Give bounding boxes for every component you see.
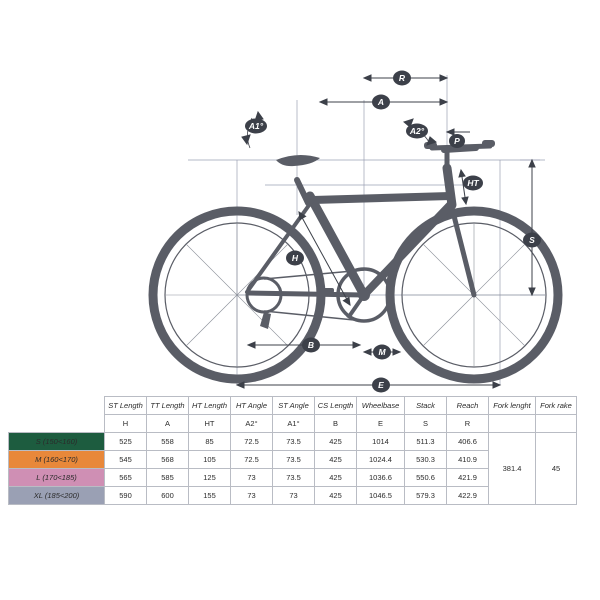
cell-l-a2: 73 [231,469,273,487]
cell-fork-rake-value: 45 [536,433,577,505]
badge-S: S [529,235,535,245]
cell-l-b: 425 [315,469,357,487]
code-a1: A1° [273,415,315,433]
cell-s-r: 406.6 [447,433,489,451]
cell-l-r: 421.9 [447,469,489,487]
cell-s-b: 425 [315,433,357,451]
saddle [276,155,320,166]
cell-m-h: 545 [105,451,147,469]
cell-l-e: 1036.6 [357,469,405,487]
cell-m-ht: 105 [189,451,231,469]
badge-HT: HT [467,178,479,188]
code-e: E [357,415,405,433]
cell-m-b: 425 [315,451,357,469]
header-fork-rake: Fork rake [536,397,577,415]
geometry-table [8,396,577,505]
header-ht-length: HT Length [189,397,231,415]
table-label-row [9,397,577,415]
cell-xl-b: 425 [315,487,357,505]
code-fork-length [489,415,536,433]
code-ht: HT [189,415,231,433]
cell-s-s: 511.3 [405,433,447,451]
code-r: R [447,415,489,433]
cell-l-a1: 73.5 [273,469,315,487]
code-s: S [405,415,447,433]
cell-xl-r: 422.9 [447,487,489,505]
top-tube [313,196,450,200]
cell-s-a1: 73.5 [273,433,315,451]
down-tube [364,203,452,295]
front-derailleur [320,288,334,293]
badge-H: H [291,253,299,263]
badge-B: B [307,340,315,350]
cell-xl-a1: 73 [273,487,315,505]
cell-l-a: 585 [147,469,189,487]
cell-m-s: 530.3 [405,451,447,469]
header-stack: Stack [405,397,447,415]
right-grip [482,140,495,147]
cell-l-ht: 125 [189,469,231,487]
header-ht-angle: HT Angle [231,397,273,415]
code-b: B [315,415,357,433]
badge-A: A [377,97,385,107]
cell-m-a2: 72.5 [231,451,273,469]
cell-xl-ht: 155 [189,487,231,505]
cell-s-a: 558 [147,433,189,451]
cell-xl-s: 579.3 [405,487,447,505]
header-reach: Reach [447,397,489,415]
crank-arm [348,295,364,318]
badge-M: M [378,347,386,357]
table-row [9,433,577,451]
badge-R: R [398,73,406,83]
header-st-length: ST Length [105,397,147,415]
badge-A1: A1° [248,121,264,131]
chainstay [248,293,364,295]
header-st-angle: ST Angle [273,397,315,415]
cell-l-h: 565 [105,469,147,487]
cell-xl-a: 600 [147,487,189,505]
geometry-table-container [0,396,600,505]
code-fork-rake [536,415,577,433]
code-a2: A2° [231,415,273,433]
cell-s-h: 525 [105,433,147,451]
label-row-spacer [9,397,105,415]
header-fork-length: Fork lenght [489,397,536,415]
cell-fork-length-value: 381.4 [489,433,536,505]
cell-m-a: 568 [147,451,189,469]
cell-s-a2: 72.5 [231,433,273,451]
cell-s-ht: 85 [189,433,231,451]
seatpost [297,180,308,203]
code-row-spacer [9,415,105,433]
rear-derailleur [260,312,271,329]
header-cs-length: CS Length [315,397,357,415]
cell-xl-h: 590 [105,487,147,505]
badge-A2: A2° [409,126,425,136]
cell-m-a1: 73.5 [273,451,315,469]
badge-E: E [378,380,384,390]
cell-xl-e: 1046.5 [357,487,405,505]
cell-s-e: 1014 [357,433,405,451]
badge-P: P [454,136,460,146]
size-label-l: L (170<185) [9,469,105,487]
size-label-s: S (150<160) [9,433,105,451]
cell-xl-a2: 73 [231,487,273,505]
size-label-xl: XL (185<200) [9,487,105,505]
cell-m-e: 1024.4 [357,451,405,469]
dimension-lines [237,75,535,388]
size-label-m: M (160<170) [9,451,105,469]
table-code-row [9,415,577,433]
cell-m-r: 410.9 [447,451,489,469]
code-a: A [147,415,189,433]
cell-l-s: 550.6 [405,469,447,487]
header-tt-length: TT Length [147,397,189,415]
header-wheelbase: Wheelbase [357,397,405,415]
code-h: H [105,415,147,433]
